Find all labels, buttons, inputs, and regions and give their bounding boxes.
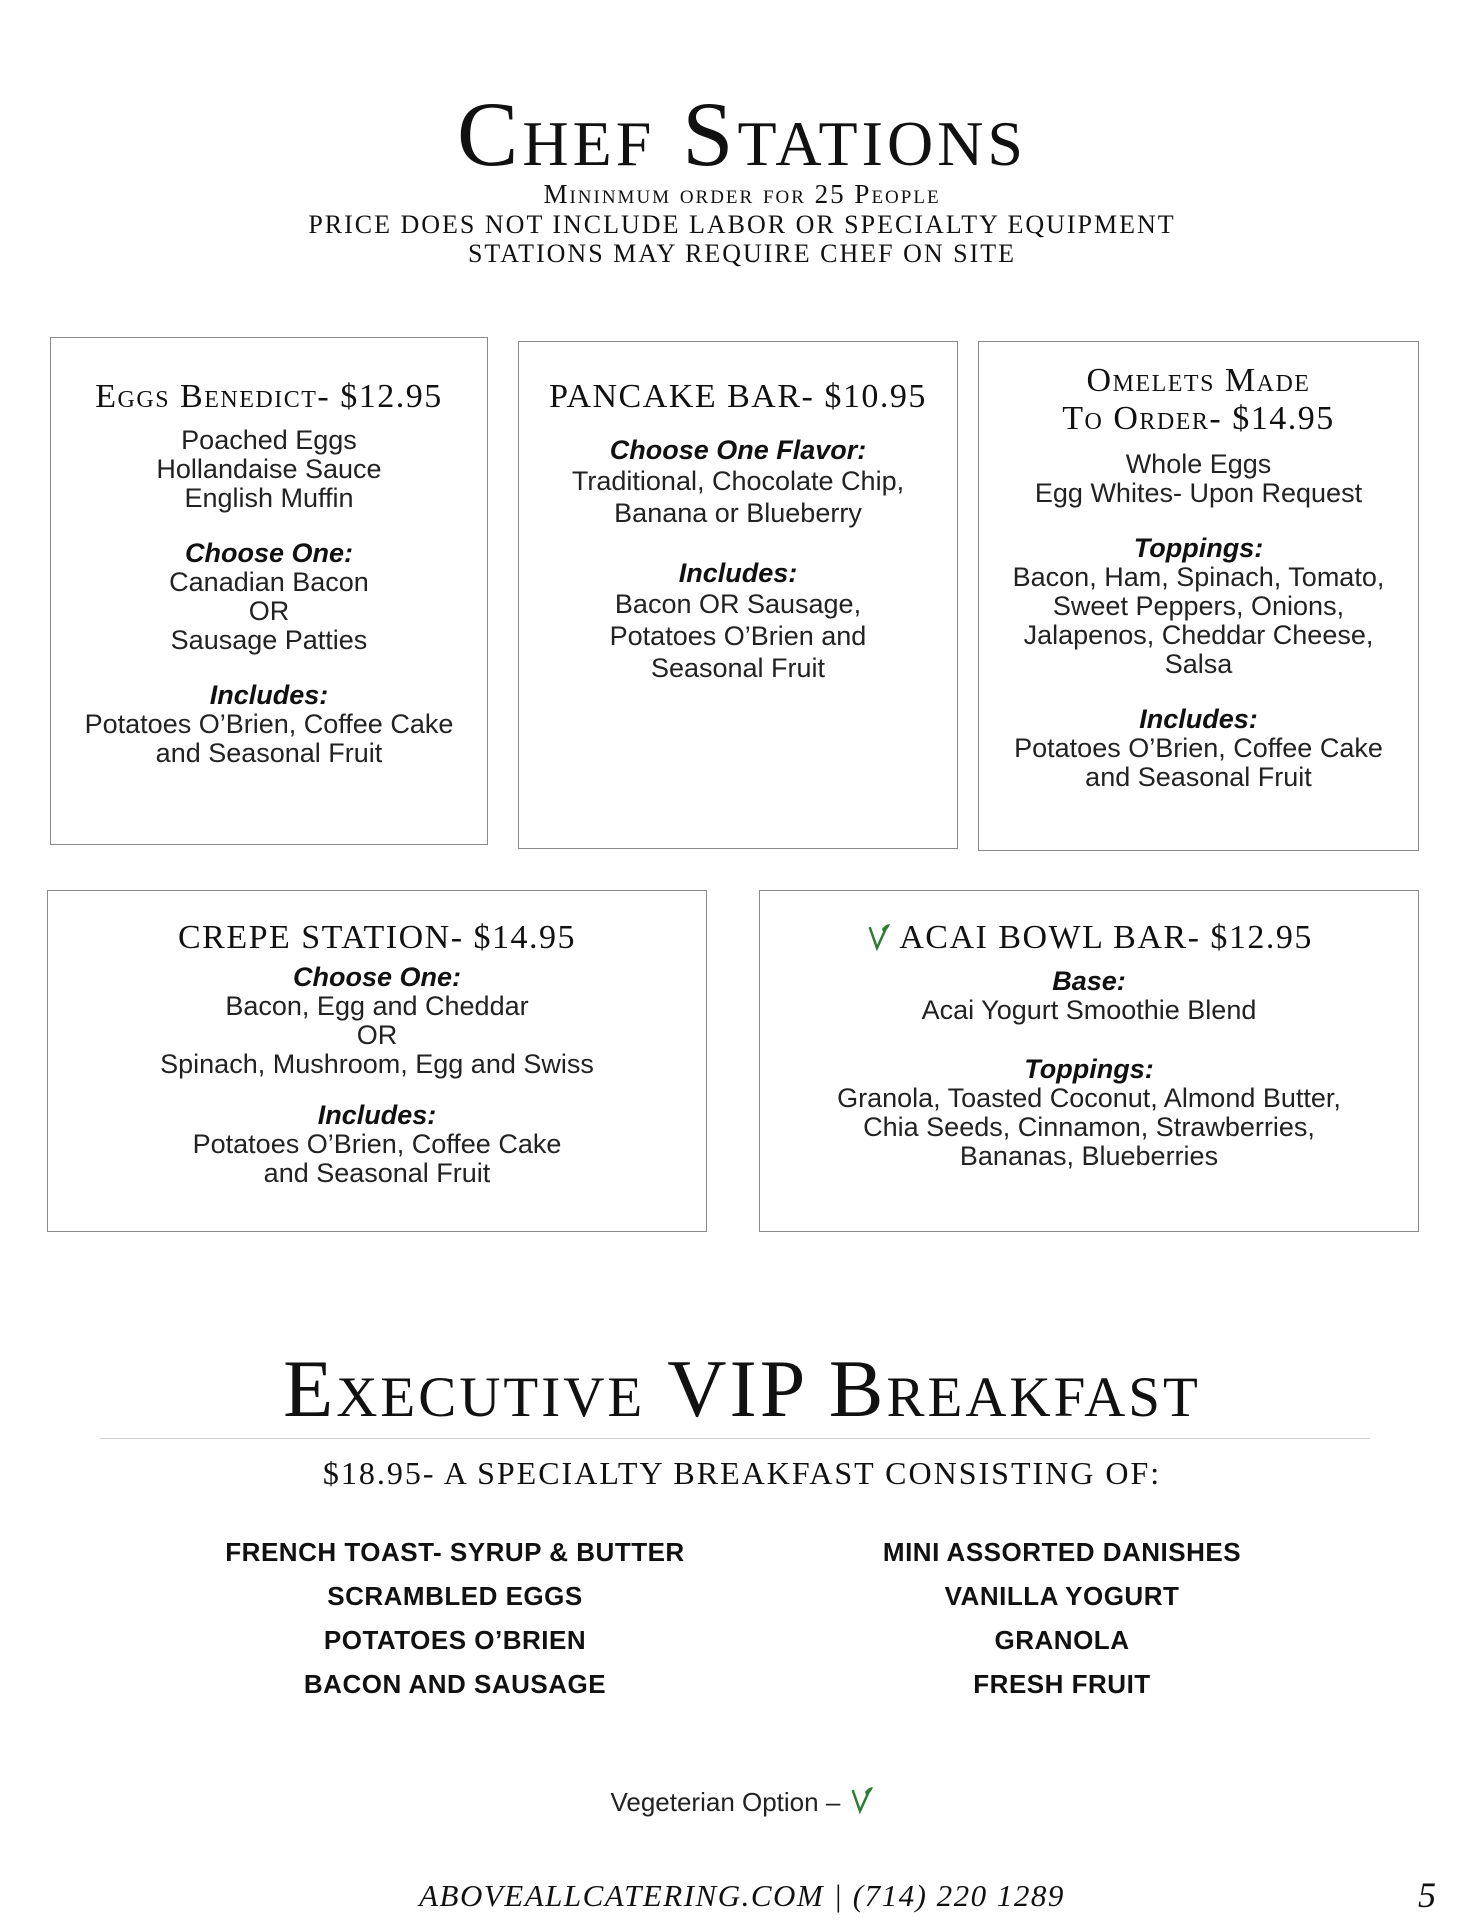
item-line: English Muffin bbox=[184, 483, 354, 513]
includes-line: Potatoes O’Brien, Coffee Cake bbox=[84, 709, 454, 739]
station-omelets bbox=[978, 341, 1419, 851]
topping-line: Chia Seeds, Cinnamon, Strawberries, bbox=[863, 1112, 1315, 1142]
vip-subtitle: $18.95- A SPECIALTY BREAKFAST CONSISTING OF: bbox=[322, 1455, 1162, 1491]
topping-line: Sweet Peppers, Onions, bbox=[1052, 591, 1345, 621]
includes-line: Bacon OR Sausage, bbox=[614, 589, 862, 619]
includes-line: and Seasonal Fruit bbox=[1085, 762, 1312, 792]
subtitle-price-note: PRICE DOES NOT INCLUDE LABOR OR SPECIALTY EQUIPMENT bbox=[308, 210, 1176, 239]
choose-label: Choose One Flavor: bbox=[609, 435, 867, 465]
station-crepe bbox=[47, 890, 707, 1232]
item-line: Hollandaise Sauce bbox=[156, 454, 382, 484]
subtitle-chef-note: STATIONS MAY REQUIRE CHEF ON SITE bbox=[467, 239, 1017, 268]
station-title: PANCAKE BAR- $10.95 bbox=[549, 378, 927, 415]
includes-label: Includes: bbox=[678, 558, 798, 588]
includes-label: Includes: bbox=[1139, 704, 1258, 734]
vip-menu-right bbox=[762, 1530, 1362, 1706]
choose-label: Choose One: bbox=[292, 962, 461, 992]
vip-title: Executive VIP Breakfast bbox=[283, 1343, 1201, 1434]
vip-divider bbox=[100, 1438, 1370, 1439]
station-title bbox=[979, 362, 1418, 438]
station-title bbox=[760, 919, 1418, 961]
vip-menu-item: VANILLA YOGURT bbox=[944, 1581, 1180, 1611]
choice-line: Canadian Bacon bbox=[169, 567, 369, 597]
includes-line: Potatoes O’Brien, Coffee Cake bbox=[1014, 733, 1383, 763]
vip-menu-item: GRANOLA bbox=[994, 1625, 1130, 1655]
station-acai-bowl bbox=[759, 890, 1419, 1232]
includes-label: Includes: bbox=[209, 680, 329, 710]
subtitle-minimum-order: Mininmum order for 25 People bbox=[543, 179, 941, 209]
station-title-line: To Order- $14.95 bbox=[1062, 400, 1335, 437]
station-title-text: ACAI BOWL BAR- $12.95 bbox=[899, 919, 1313, 956]
includes-line: Potatoes O’Brien and bbox=[609, 621, 867, 651]
choice-line: Bacon, Egg and Cheddar bbox=[225, 991, 529, 1021]
topping-line: Salsa bbox=[1164, 649, 1233, 679]
includes-line: and Seasonal Fruit bbox=[263, 1158, 491, 1188]
station-eggs-benedict bbox=[50, 337, 488, 845]
page-number: 5 bbox=[1418, 1875, 1436, 1915]
vip-menu-item: SCRAMBLED EGGS bbox=[327, 1581, 583, 1611]
vegetarian-legend bbox=[0, 1785, 1484, 1822]
item-line: Egg Whites- Upon Request bbox=[1034, 478, 1363, 508]
choose-label: Choose One: bbox=[184, 538, 353, 568]
includes-line: and Seasonal Fruit bbox=[155, 738, 383, 768]
footer-contact: ABOVEALLCATERING.COM | (714) 220 1289 bbox=[419, 1878, 1065, 1913]
topping-line: Granola, Toasted Coconut, Almond Butter, bbox=[837, 1083, 1341, 1113]
choice-line: Traditional, Chocolate Chip, bbox=[571, 466, 905, 496]
vip-menu-item: BACON AND SAUSAGE bbox=[303, 1669, 607, 1699]
toppings-label: Toppings: bbox=[1133, 533, 1264, 563]
includes-line: Potatoes O’Brien, Coffee Cake bbox=[192, 1129, 562, 1159]
includes-line: Seasonal Fruit bbox=[650, 653, 826, 683]
choice-line: Banana or Blueberry bbox=[614, 498, 862, 528]
station-title: CREPE STATION- $14.95 bbox=[177, 919, 577, 956]
includes-label: Includes: bbox=[317, 1100, 437, 1130]
vegetarian-leaf-icon bbox=[848, 1785, 874, 1822]
base-label: Base: bbox=[1052, 966, 1126, 996]
choice-line: OR bbox=[356, 1020, 398, 1050]
vegetarian-leaf-icon bbox=[865, 922, 891, 961]
station-title: Eggs Benedict- $12.95 bbox=[95, 378, 443, 415]
item-line: Poached Eggs bbox=[181, 425, 357, 455]
vip-menu-item: FRENCH TOAST- SYRUP & BUTTER bbox=[225, 1537, 685, 1567]
vip-menu-left bbox=[155, 1530, 755, 1706]
vip-menu-item: POTATOES O’BRIEN bbox=[323, 1625, 587, 1655]
choice-line: Sausage Patties bbox=[170, 625, 368, 655]
station-title-line: Omelets Made bbox=[1086, 362, 1311, 399]
station-pancake-bar bbox=[518, 341, 958, 849]
choice-line: Spinach, Mushroom, Egg and Swiss bbox=[160, 1049, 594, 1079]
base-line: Acai Yogurt Smoothie Blend bbox=[921, 995, 1257, 1025]
vegetarian-legend-text: Vegeterian Option – bbox=[610, 1787, 841, 1817]
toppings-label: Toppings: bbox=[1024, 1054, 1154, 1084]
topping-line: Bananas, Blueberries bbox=[959, 1141, 1219, 1171]
topping-line: Jalapenos, Cheddar Cheese, bbox=[1023, 620, 1374, 650]
vip-menu-item: MINI ASSORTED DANISHES bbox=[882, 1537, 1242, 1567]
vip-menu-item: FRESH FRUIT bbox=[973, 1669, 1151, 1699]
choice-line: OR bbox=[248, 596, 290, 626]
page-title: Chef Stations bbox=[457, 83, 1027, 185]
item-line: Whole Eggs bbox=[1125, 449, 1272, 479]
topping-line: Bacon, Ham, Spinach, Tomato, bbox=[1012, 562, 1385, 592]
